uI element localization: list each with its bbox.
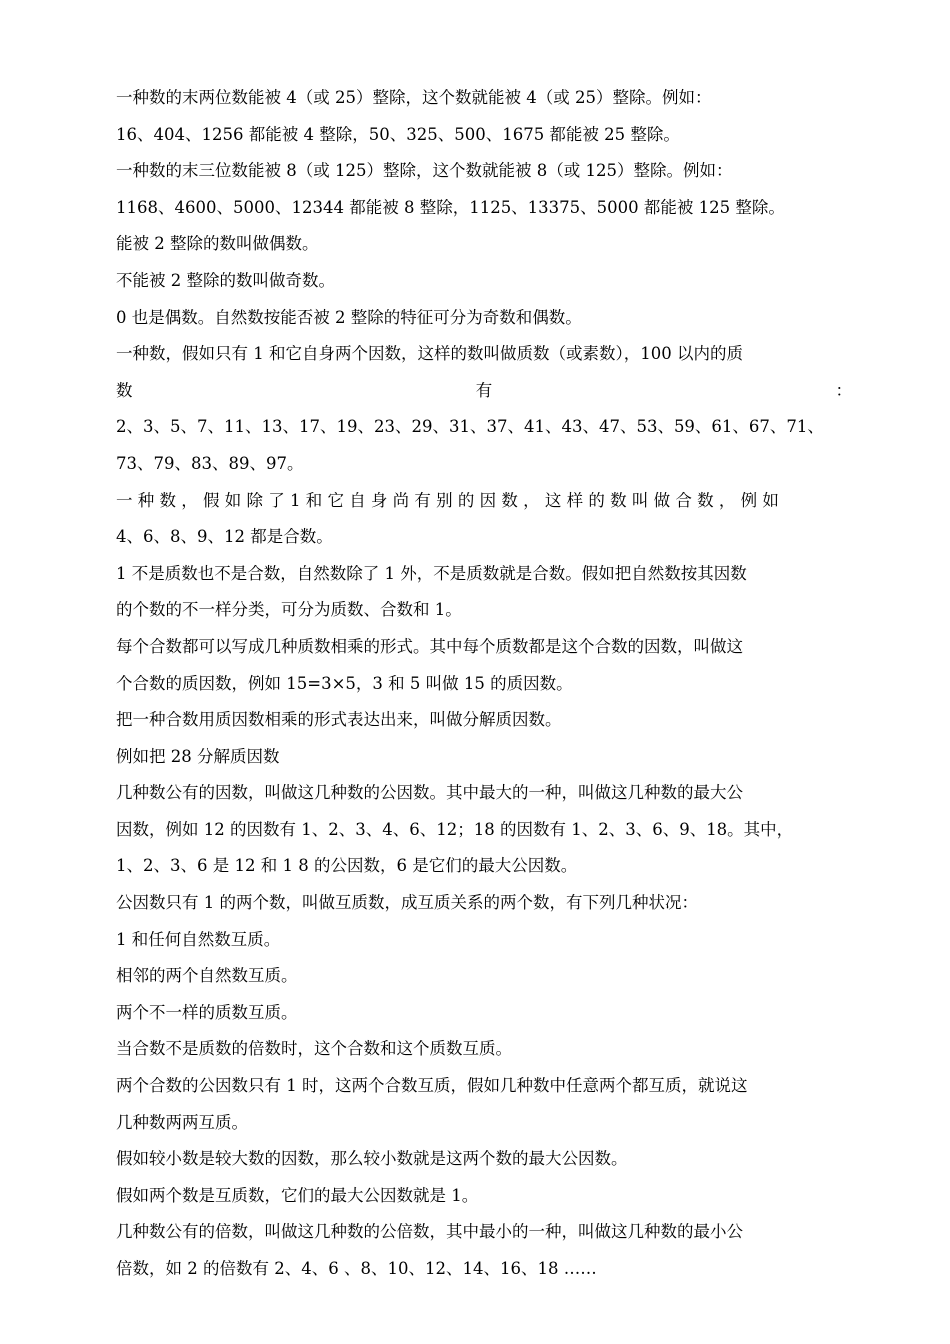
- text-line: 几种数公有的倍数，叫做这几种数的公倍数，其中最小的一种，叫做这几种数的最小公: [116, 1222, 743, 1242]
- text-line: 1 和任何自然数互质。: [116, 929, 281, 949]
- text-line: 不能被 2 整除的数叫做奇数。: [116, 270, 335, 290]
- text-line: 的个数的不一样分类，可分为质数、合数和 1。: [116, 600, 462, 620]
- text-line: 1168、4600、5000、12344 都能被 8 整除，1125、13375、5000 都能被 125 整除。: [116, 197, 785, 217]
- text-line: 假如两个数是互质数，它们的最大公因数就是 1。: [116, 1185, 479, 1205]
- text-line: 个合数的质因数，例如 15=3×5，3 和 5 叫做 15 的质因数。: [116, 673, 573, 693]
- text-fragment: 有: [475, 380, 493, 400]
- text-line: 把一种合数用质因数相乘的形式表达出来，叫做分解质因数。: [116, 710, 562, 730]
- text-line: 因数，例如 12 的因数有 1、2、3、4、6、12；18 的因数有 1、2、3、6、9、18。其中，: [116, 819, 794, 839]
- text-line: 两个不一样的质数互质。: [116, 1002, 298, 1022]
- text-line: 能被 2 整除的数叫做偶数。: [116, 234, 319, 254]
- text-line: 0 也是偶数。自然数按能否被 2 整除的特征可分为奇数和偶数。: [116, 307, 582, 327]
- text-fragment: ：: [835, 380, 852, 400]
- text-line: 例如把 28 分解质因数: [116, 746, 280, 766]
- text-line: 1、2、3、6 是 12 和 1 8 的公因数，6 是它们的最大公因数。: [116, 856, 578, 876]
- text-line: 一种数，假如只有 1 和它自身两个因数，这样的数叫做质数（或素数），100 以内的质: [116, 344, 743, 364]
- text-line: 假如较小数是较大数的因数，那么较小数就是这两个数的最大公因数。: [116, 1149, 628, 1169]
- text-line: 1 不是质数也不是合数，自然数除了 1 外，不是质数就是合数。假如把自然数按其因数: [116, 563, 747, 583]
- text-line: 16、404、1256 都能被 4 整除，50、325、500、1675 都能被 25 整除。: [116, 124, 680, 144]
- document-page: [116, 80, 852, 1288]
- text-line: 一 种 数 ， 假 如 除 了 1 和 它 自 身 尚 有 别 的 因 数 ， 这 样 的 数 叫 做 合 数 ， 例 如: [116, 490, 779, 510]
- text-line: 一种数的末三位数能被 8（或 125）整除，这个数就能被 8（或 125）整除。例如：: [116, 161, 733, 181]
- text-line: 一种数的末两位数能被 4（或 25）整除，这个数就能被 4（或 25）整除。例如：: [116, 88, 712, 107]
- text-line: 几种数两两互质。: [116, 1112, 248, 1132]
- text-line: 倍数，如 2 的倍数有 2、4、6 、8、10、12、14、16、18 ……: [116, 1259, 597, 1278]
- text-line: 2、3、5、7、11、13、17、19、23、29、31、37、41、43、47、53、59、61、67、71、: [116, 417, 824, 437]
- text-line: 几种数公有的因数，叫做这几种数的公因数。其中最大的一种，叫做这几种数的最大公: [116, 783, 743, 803]
- text-line: 当合数不是质数的倍数时，这个合数和这个质数互质。: [116, 1039, 512, 1059]
- text-line: 73、79、83、89、97。: [116, 453, 304, 473]
- justified-text-line: [116, 373, 852, 410]
- text-line: 4、6、8、9、12 都是合数。: [116, 527, 333, 547]
- text-fragment: 数: [116, 380, 133, 400]
- text-line: 两个合数的公因数只有 1 时，这两个合数互质，假如几种数中任意两个都互质，就说这: [116, 1076, 748, 1096]
- text-line: 每个合数都可以写成几种质数相乘的形式。其中每个质数都是这个合数的因数，叫做这: [116, 636, 743, 656]
- text-line: 公因数只有 1 的两个数，叫做互质数，成互质关系的两个数，有下列几种状况：: [116, 893, 698, 913]
- text-line: 相邻的两个自然数互质。: [116, 966, 298, 986]
